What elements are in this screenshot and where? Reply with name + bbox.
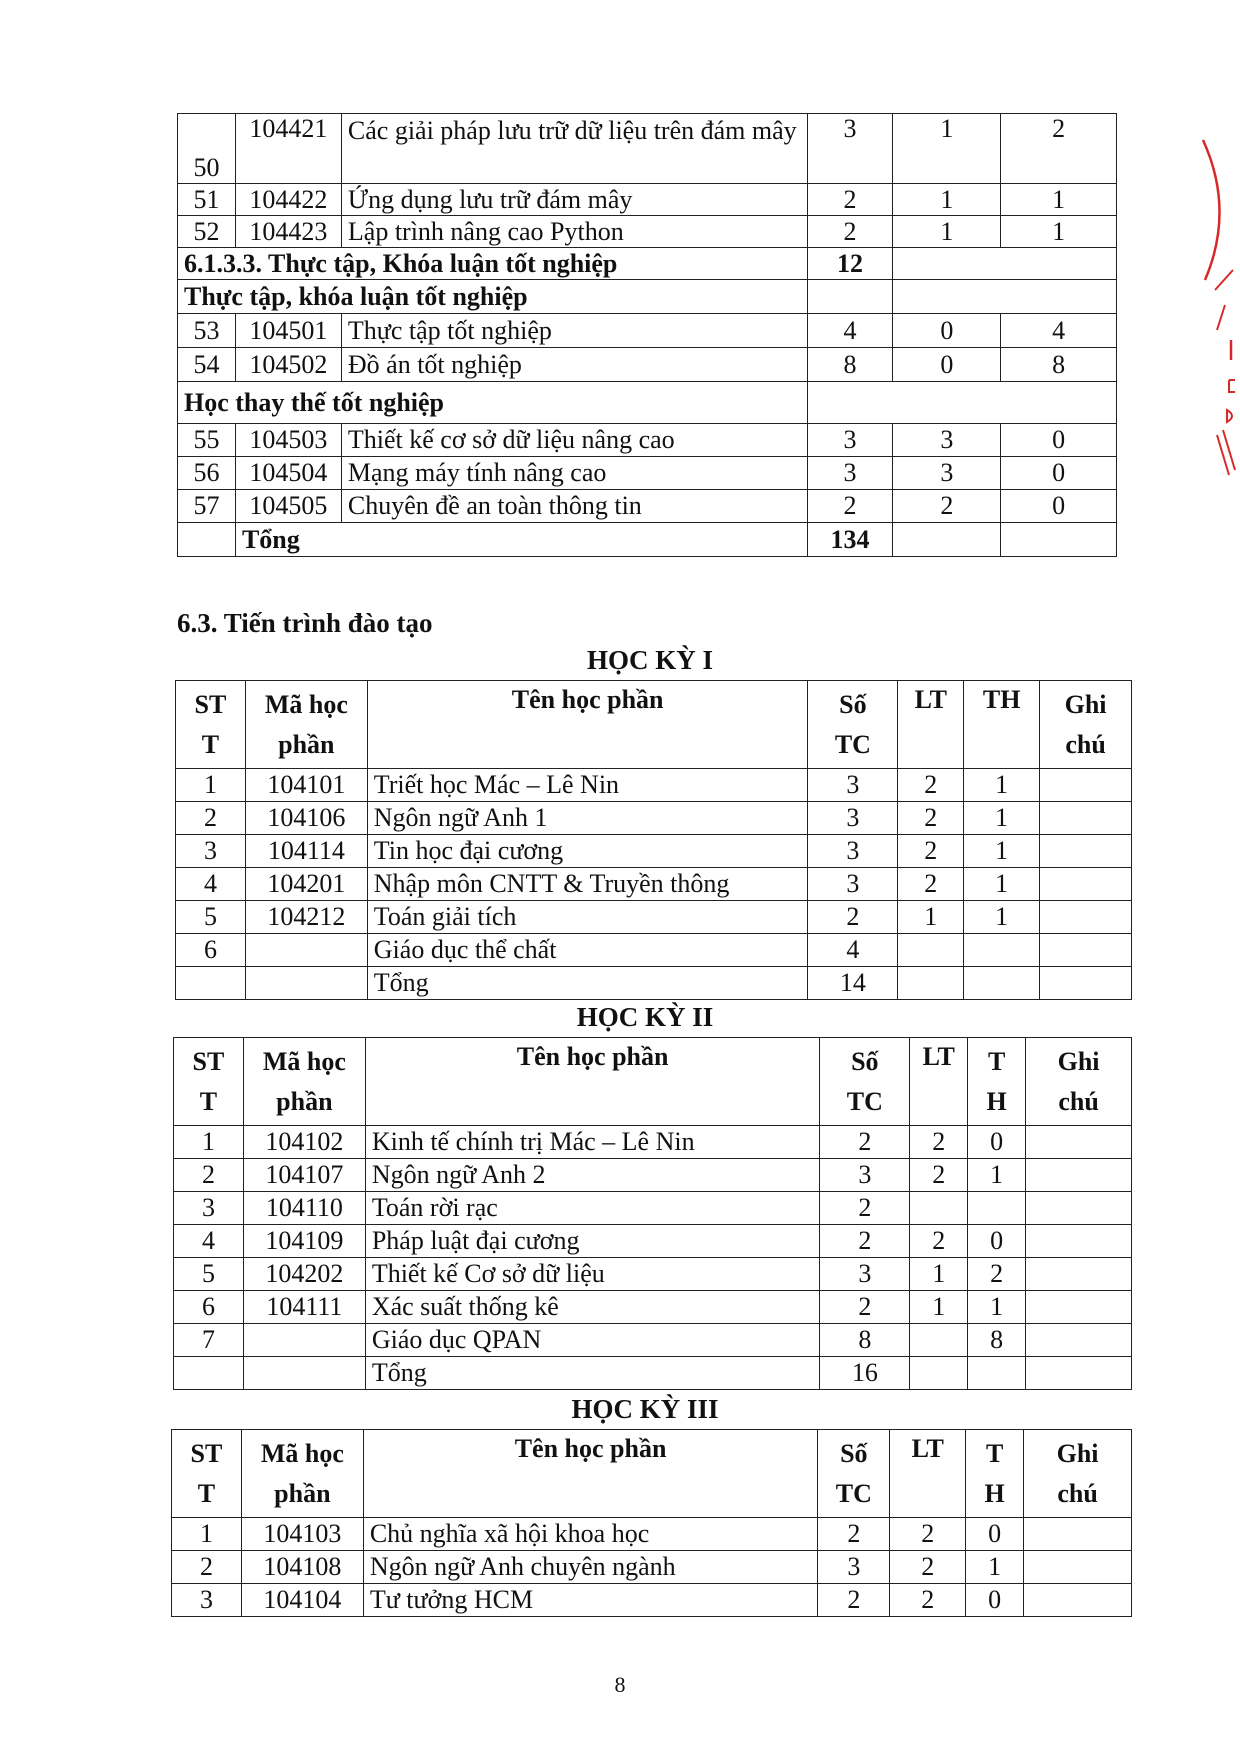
table-header-row: ST T Mã học phần Tên học phần Số TC LT TH Ghi chú [176,681,1132,769]
table-row: 2 104108 Ngôn ngữ Anh chuyên ngành 3 2 1 [172,1551,1132,1584]
curriculum-table-continued [177,113,1117,557]
table-row: 3 104110 Toán rời rạc 2 [174,1192,1132,1225]
semester-title: HỌC KỲ II [576,1002,714,1032]
total-row: Tổng 134 [178,523,1117,557]
table-row: 52 104423 Lập trình nâng cao Python 2 1 1 [178,216,1117,248]
table-row: 3 104104 Tư tưởng HCM 2 2 0 [172,1584,1132,1617]
table-row: 55 104503 Thiết kế cơ sở dữ liệu nâng cao 3 3 0 [178,424,1117,457]
semester-2-table [173,1037,1132,1390]
table-row: 1 104103 Chủ nghĩa xã hội khoa học 2 2 0 [172,1518,1132,1551]
table-row: 4 104109 Pháp luật đại cương 2 2 0 [174,1225,1132,1258]
table-row: 51 104422 Ứng dụng lưu trữ đám mây 2 1 1 [178,184,1117,216]
semester-3-table [171,1429,1132,1617]
stamp-fragment-icon [1195,130,1240,490]
table-row: 4 104201 Nhập môn CNTT & Truyền thông 3 2 1 [176,868,1132,901]
total-row: Tổng 14 [176,967,1132,1000]
semester-title: HỌC KỲ I [586,645,713,675]
group-row: Thực tập, khóa luận tốt nghiệp [178,280,1117,314]
table-row: 1 104102 Kinh tế chính trị Mác – Lê Nin 2 2 0 [174,1126,1132,1159]
table-row: 5 104202 Thiết kế Cơ sở dữ liệu 3 1 2 [174,1258,1132,1291]
table-row: 57 104505 Chuyên đề an toàn thông tin 2 2 0 [178,490,1117,523]
table-row: 53 104501 Thực tập tốt nghiệp 4 0 4 [178,314,1117,348]
table-row: 2 104107 Ngôn ngữ Anh 2 3 2 1 [174,1159,1132,1192]
total-row: Tổng 16 [174,1357,1132,1390]
table-row: 50 104421 Các giải pháp lưu trữ dữ liệu trên đám mây 3 1 2 [178,114,1117,184]
group-row: Học thay thế tốt nghiệp [178,382,1117,424]
table-row: 6 104111 Xác suất thống kê 2 1 1 [174,1291,1132,1324]
table-row: 6 Giáo dục thể chất 4 [176,934,1132,967]
table-row: 3 104114 Tin học đại cương 3 2 1 [176,835,1132,868]
table-row: 56 104504 Mạng máy tính nâng cao 3 3 0 [178,457,1117,490]
section-heading: 6.3. Tiến trình đào tạo [177,608,433,638]
page-number: 8 [614,1672,626,1697]
semester-title: HỌC KỲ III [571,1394,719,1424]
table-row: 54 104502 Đồ án tốt nghiệp 8 0 8 [178,348,1117,382]
table-header-row: ST T Mã học phần Tên học phần Số TC LT T H Ghi chú [174,1038,1132,1126]
section-row: 6.1.3.3. Thực tập, Khóa luận tốt nghiệp 12 [178,248,1117,280]
table-header-row: ST T Mã học phần Tên học phần Số TC LT T H Ghi chú [172,1430,1132,1518]
table-row: 1 104101 Triết học Mác – Lê Nin 3 2 1 [176,769,1132,802]
semester-1-table [175,680,1132,1000]
table-row: 7 Giáo dục QPAN 8 8 [174,1324,1132,1357]
table-row: 5 104212 Toán giải tích 2 1 1 [176,901,1132,934]
table-row: 2 104106 Ngôn ngữ Anh 1 3 2 1 [176,802,1132,835]
